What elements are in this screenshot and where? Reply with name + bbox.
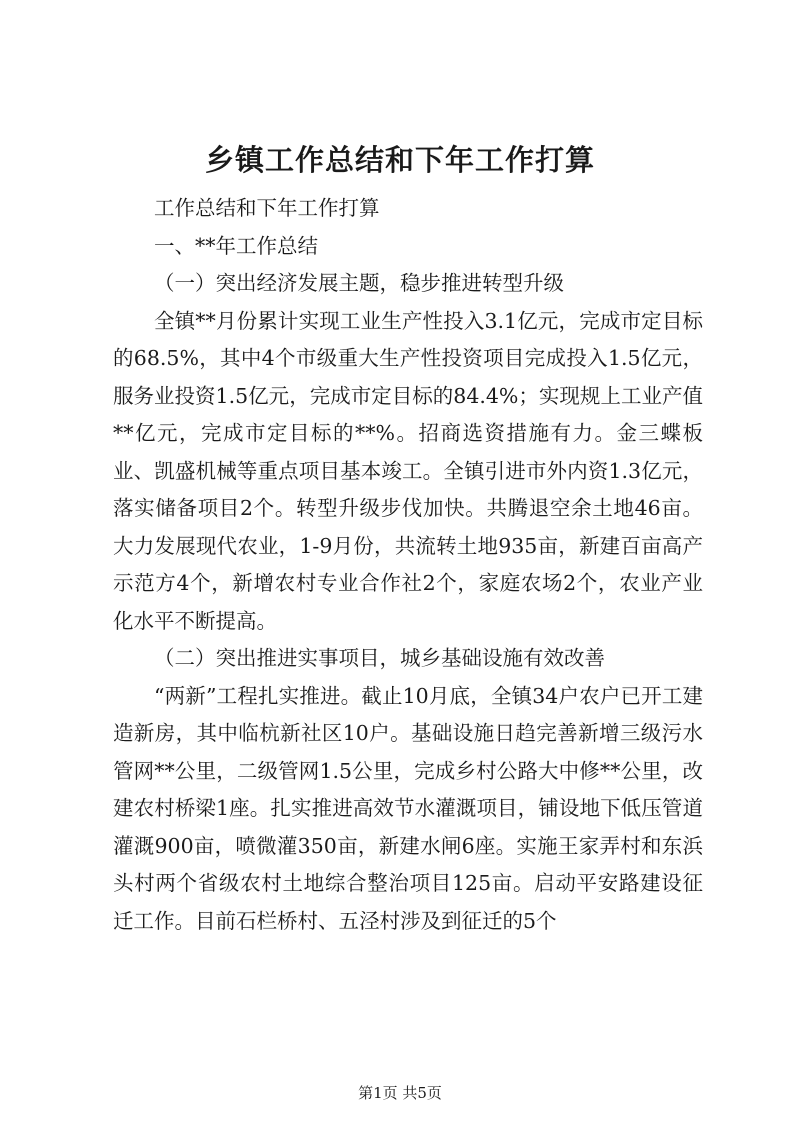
subsection-heading-1: （一）突出经济发展主题，稳步推进转型升级	[154, 271, 564, 295]
section-subtitle: 工作总结和下年工作打算	[154, 196, 380, 220]
body-paragraph-2: “两新”工程扎实推进。截止10月底，全镇34户农户已开工建造新房，其中临杭新社区10户。基础设施日趋完善新增三级污水管网**公里，二级管网1.5公里，完成乡村公路大中修**公里，改建农村桥梁1座。扎实推进高效节水灌溉项目，铺设地下低压管道灌溉900亩，喷微灌350亩，新建水闸6座。实施王家弄村和东浜头村两个省级农村土地综合整治项目125亩。启动平安路建设征迁工作。目前石栏桥村、五泾村涉及到征迁的5个	[113, 683, 703, 933]
section-heading: 一、**年工作总结	[154, 233, 318, 258]
body-paragraph-1: 全镇**月份累计实现工业生产性投入3.1亿元，完成市定目标的68.5%，其中4个市级重大生产性投资项目完成投入1.5亿元，服务业投资1.5亿元，完成市定目标的84.4%；实现规上工业产值**亿元，完成市定目标的**%。招商选资措施有力。金三蝶板业、凯盛机械等重点项目基本竣工。全镇引进市外内资1.3亿元，落实储备项目2个。转型升级步伐加快。共腾退空余土地46亩。大力发展现代农业，1-9月份，共流转土地935亩，新建百亩高产示范方4个，新增农村专业合作社2个，家庭农场2个，农业产业化水平不断提高。	[113, 308, 703, 633]
document-title: 乡镇工作总结和下年工作打算	[204, 143, 595, 177]
document-body	[113, 190, 703, 940]
subsection-heading-2: （二）突出推进实事项目，城乡基础设施有效改善	[154, 646, 605, 670]
page-footer: 第1页 共5页	[358, 1084, 442, 1102]
